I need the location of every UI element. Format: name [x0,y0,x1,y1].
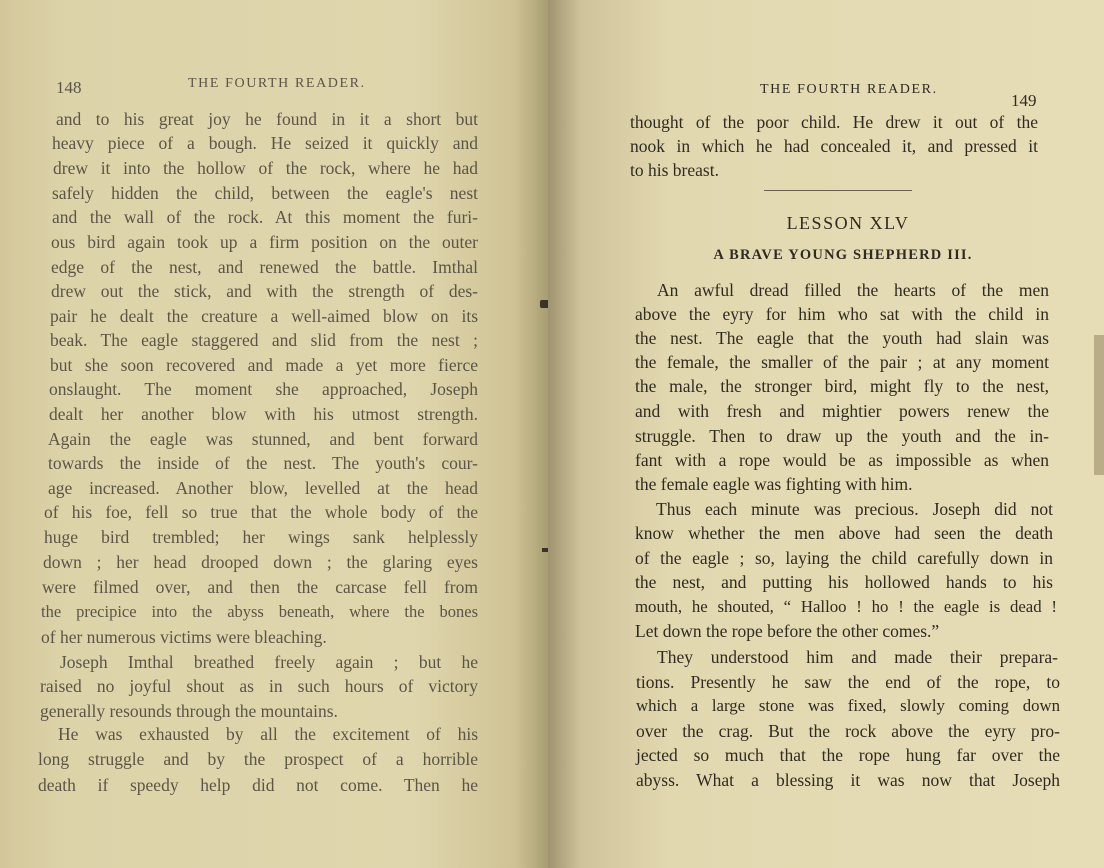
text-line: heavy piece of a bough. He seized it quickly and [52,133,478,153]
text-line: of the eagle ; so, laying the child carefully down in [635,548,1053,568]
text-line: the precipice into the abyss beneath, where the bones [41,602,478,621]
text-line: of her numerous victims were bleaching. [41,627,327,647]
text-line: jected so much that the rope hung far over the [636,745,1060,765]
text-line: but she soon recovered and made a yet more fierce [50,355,478,375]
right-page [548,0,1104,868]
right-running-header: THE FOURTH READER. [760,82,938,97]
text-line: mouth, he shouted, “ Halloo ! ho ! the eagle is dead ! [635,597,1057,616]
text-line: drew it into the hollow of the rock, where he had [53,158,478,178]
text-line: safely hidden the child, between the eagle's nest [52,183,478,203]
text-line: raised no joyful shout as in such hours of victory [40,676,478,696]
text-line: dealt her another blow with his utmost strength. [49,404,478,424]
text-line: the male, the stronger bird, might fly to the nest, [635,376,1049,396]
lesson-subtitle: A BRAVE YOUNG SHEPHERD III. [713,247,973,263]
text-line: death if speedy help did not come. Then he [38,775,478,795]
text-line: the nest. The eagle that the youth had slain was [635,328,1049,348]
text-line: abyss. What a blessing it was now that Joseph [636,770,1060,790]
text-line: beak. The eagle staggered and slid from the nest ; [50,330,478,350]
text-line: ous bird again took up a firm position on the outer [51,232,478,252]
text-line: were filmed over, and then the carcase fell from [42,577,478,597]
left-page-number: 148 [56,78,82,97]
page-edge-shadow [1094,335,1104,475]
left-running-header: THE FOURTH READER. [188,76,366,91]
text-line: over the crag. But the rock above the eyry pro- [636,721,1060,741]
text-line: and the wall of the rock. At this moment the furi- [52,207,478,227]
text-line: to his breast. [630,160,719,180]
text-line: the female, the smaller of the pair ; at any moment [635,352,1049,372]
lesson-title: LESSON XLV [786,213,910,233]
text-line: tions. Presently he saw the end of the rope, to [636,672,1060,692]
text-line: Again the eagle was stunned, and bent forward [48,429,478,449]
text-line: long struggle and by the prospect of a horrible [38,749,478,769]
text-line: They understood him and made their prepara- [657,647,1058,667]
text-line: the female eagle was fighting with him. [635,474,913,494]
text-line: pair he dealt the creature a well-aimed blow on its [50,306,478,326]
text-line: edge of the nest, and renewed the battle. Imthal [51,257,478,277]
text-line: age increased. Another blow, levelled at the head [48,478,478,498]
text-line: know whether the men above had seen the death [635,523,1053,543]
text-line: struggle. Then to draw up the youth and the in- [635,426,1049,446]
text-line: nook in which he had concealed it, and pressed it [630,136,1038,156]
text-line: An awful dread filled the hearts of the men [657,280,1049,300]
text-line: towards the inside of the nest. The youth's cour- [48,453,478,473]
text-line: Joseph Imthal breathed freely again ; but he [60,652,478,672]
text-line: above the eyry for him who sat with the child in [635,304,1049,324]
left-page [0,0,548,868]
right-page-number: 149 [1011,91,1037,110]
text-line: Thus each minute was precious. Joseph did not [656,499,1053,519]
text-line: thought of the poor child. He drew it out of the [630,112,1038,132]
text-line: Let down the rope before the other comes.” [635,621,940,641]
text-line: fant with a rope would be as impossible as when [635,450,1049,470]
text-line: the nest, and putting his hollowed hands to his [635,572,1053,592]
text-line: He was exhausted by all the excitement of his [58,724,478,744]
text-line: which a large stone was fixed, slowly coming down [636,696,1060,715]
text-line: and with fresh and mightier powers renew the [635,401,1049,421]
text-line: of his foe, fell so true that the whole body of the [44,502,478,522]
text-line: huge bird trembled; her wings sank helplessly [44,527,478,547]
text-line: and to his great joy he found in it a short but [56,109,478,129]
text-line: drew out the stick, and with the strength of des- [51,281,478,301]
text-line: generally resounds through the mountains. [40,701,338,721]
section-divider [764,190,912,191]
text-line: onslaught. The moment she approached, Joseph [49,379,478,399]
text-line: down ; her head drooped down ; the glaring eyes [43,552,478,572]
